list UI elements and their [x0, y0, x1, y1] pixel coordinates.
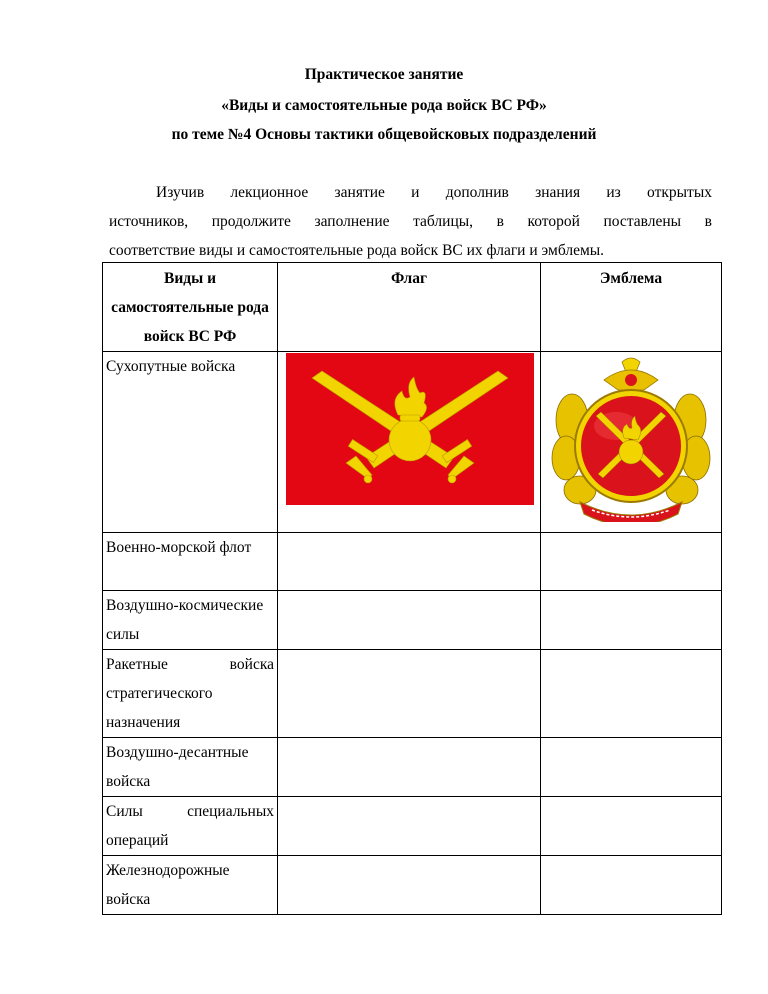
- row-name-ground: Сухопутные войска: [103, 352, 278, 533]
- troops-table: [102, 262, 722, 915]
- header-flag: Флаг: [278, 263, 541, 352]
- header-emblem: Эмблема: [541, 263, 722, 352]
- flag-cell-special-ops: [278, 797, 541, 856]
- table-row: [103, 650, 722, 738]
- table-row: [103, 856, 722, 915]
- row-name-aerospace: Воздушно-космические силы: [103, 591, 278, 650]
- emblem-cell-aerospace: [541, 591, 722, 650]
- row-name-strategic-missile: Ракетные войска стратегического назначения: [103, 650, 278, 738]
- row-name-special-ops: Силы специальных операций: [103, 797, 278, 856]
- instructions-line1: Изучив лекционное занятие и дополнив знания из открытых: [156, 184, 712, 201]
- flag-cell-ground: [278, 352, 541, 533]
- flag-cell-strategic-missile: [278, 650, 541, 738]
- doc-title-line3: по теме №4 Основы тактики общевойсковых подразделений: [171, 126, 597, 143]
- row-name-airborne: Воздушно-десантные войска: [103, 738, 278, 797]
- emblem-cell-navy: [541, 533, 722, 591]
- emblem-cell-railway: [541, 856, 722, 915]
- table-header-row: [103, 263, 722, 352]
- ground-forces-emblem-icon: [544, 350, 718, 527]
- flag-cell-airborne: [278, 738, 541, 797]
- table-row: [103, 352, 722, 533]
- flag-cell-railway: [278, 856, 541, 915]
- instructions-line3: соответствие виды и самостоятельные рода войск ВС их флаги и эмблемы.: [109, 242, 605, 259]
- row-name-navy: Военно-морской флот: [103, 533, 278, 591]
- emblem-cell-special-ops: [541, 797, 722, 856]
- flag-cell-aerospace: [278, 591, 541, 650]
- header-types: Виды и самостоятельные рода войск ВС РФ: [103, 263, 278, 352]
- emblem-cell-airborne: [541, 738, 722, 797]
- ground-forces-flag-icon: [286, 353, 534, 510]
- row-name-railway: Железнодорожные войска: [103, 856, 278, 915]
- table-row: [103, 738, 722, 797]
- instructions-paragraph: [109, 178, 712, 265]
- table-row: [103, 533, 722, 591]
- doc-title-line2: «Виды и самостоятельные рода войск ВС РФ»: [221, 97, 547, 114]
- emblem-cell-strategic-missile: [541, 650, 722, 738]
- instructions-line2: источников, продолжите заполнение таблицы, в которой поставлены в: [109, 213, 712, 230]
- emblem-cell-ground: [541, 352, 722, 533]
- table-row: [103, 797, 722, 856]
- flag-cell-navy: [278, 533, 541, 591]
- doc-title-line1: Практическое занятие: [304, 66, 464, 83]
- table-row: [103, 591, 722, 650]
